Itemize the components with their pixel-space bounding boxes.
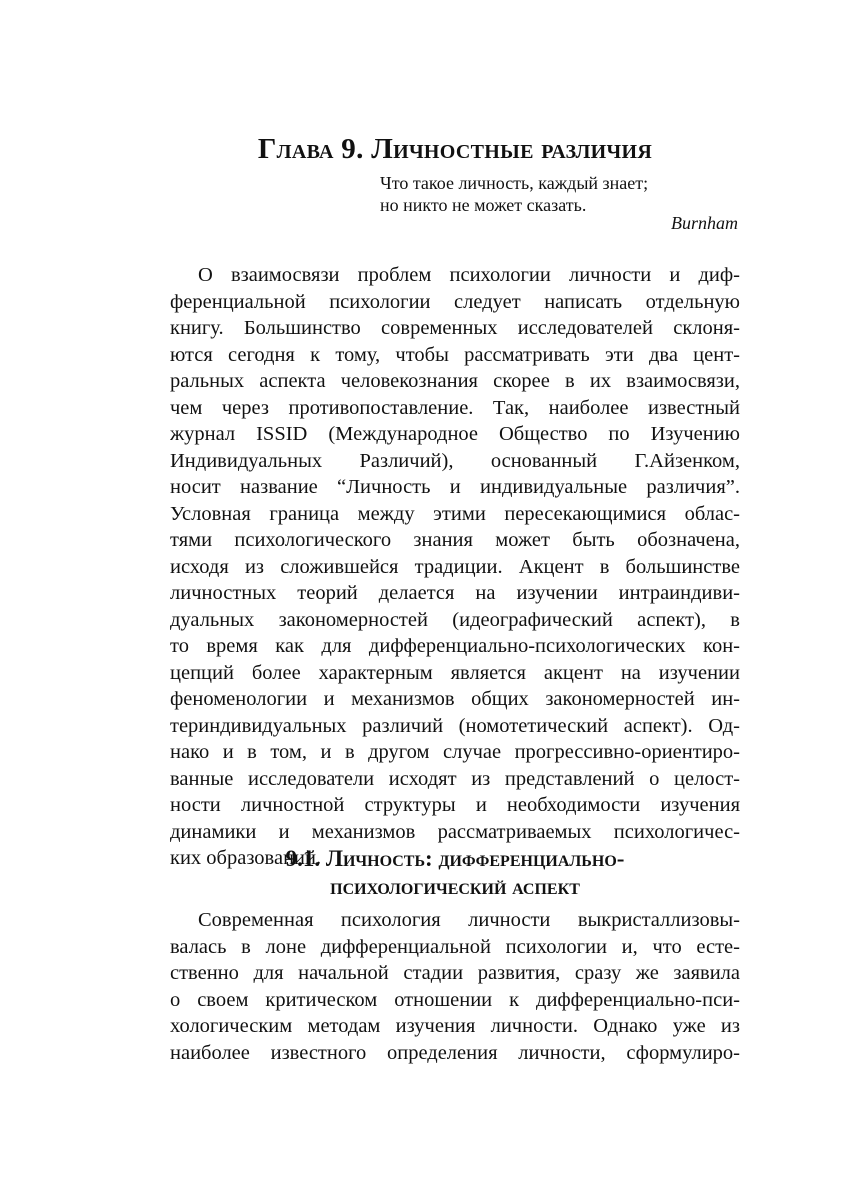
- text-line: Индивидуальных Различий), основанный Г.Айзенком,: [170, 449, 740, 472]
- text-line: динамики и механизмов рассматриваемых психологичес-: [170, 820, 740, 843]
- text-line: книгу. Большинство современных исследователей склоня-: [170, 317, 740, 339]
- epigraph-line: но никто не может сказать.: [380, 195, 587, 215]
- text-line: цепций более характерным является акцент на изучении: [170, 661, 740, 684]
- section-heading-line: психологический аспект: [330, 874, 580, 899]
- chapter-title: Глава 9. Личностные различия: [257, 133, 653, 165]
- epigraph-line: Что такое личность, каждый знает;: [380, 173, 649, 193]
- text-line: ференциальной психологии следует написать отдельную: [170, 290, 740, 313]
- text-line: хологическим методам изучения личности. Однако уже из: [170, 1015, 740, 1037]
- text-line: ральных аспекта человекознания скорее в их взаимосвязи,: [170, 370, 740, 392]
- text-line: феноменологии и механизмов общих закономерностей ин-: [170, 688, 740, 710]
- intro-paragraph: [170, 262, 740, 872]
- text-line: исходя из сложившейся традиции. Акцент в большинстве: [170, 555, 740, 578]
- section-heading: [170, 845, 740, 901]
- section-paragraph: [170, 907, 740, 1066]
- text-line: О взаимосвязи проблем психологии личности и диф-: [198, 264, 740, 286]
- text-line: нако и в том, и в другом случае прогрессивно-ориентиро-: [170, 741, 740, 763]
- text-line: наиболее известного определения личности, сформулиро-: [170, 1041, 740, 1064]
- text-line: личностных теорий делается на изучении интраиндиви-: [170, 582, 740, 604]
- text-line: валась в лоне дифференциальной психологии и, что есте-: [170, 935, 740, 958]
- text-line: ности личностной структуры и необходимости изучения: [170, 794, 740, 816]
- text-line: журнал ISSID (Международное Общество по Изучению: [170, 423, 740, 445]
- text-line: тями психологического знания может быть обозначена,: [170, 529, 740, 551]
- text-line: ванные исследователи исходят из представлений о целост-: [170, 767, 740, 790]
- epigraph: [380, 172, 740, 216]
- text-line: то время как для дифференциально-психологических кон-: [170, 635, 740, 657]
- text-line: носит название “Личность и индивидуальные различия”.: [170, 476, 740, 498]
- text-line: дуальных закономерностей (идеографический аспект), в: [170, 608, 740, 631]
- text-line: о своем критическом отношении к дифференциально-пси-: [170, 988, 740, 1011]
- text-line: ственно для начальной стадии развития, сразу же заявила: [170, 962, 740, 984]
- text-line: чем через противопоставление. Так, наиболее известный: [170, 396, 740, 419]
- text-line: териндивидуальных различий (номотетический аспект). Од-: [170, 714, 740, 737]
- text-line: Современная психология личности выкристаллизовы-: [198, 909, 740, 931]
- text-line: Условная граница между этими пересекающимися облас-: [170, 502, 740, 525]
- text-line: ются сегодня к тому, чтобы рассматривать эти два цент-: [170, 343, 740, 366]
- epigraph-author: Burnham: [671, 213, 738, 233]
- section-heading-line: 9.1. Личность: дифференциально-: [285, 846, 625, 871]
- text-line: ких образований.: [170, 847, 322, 869]
